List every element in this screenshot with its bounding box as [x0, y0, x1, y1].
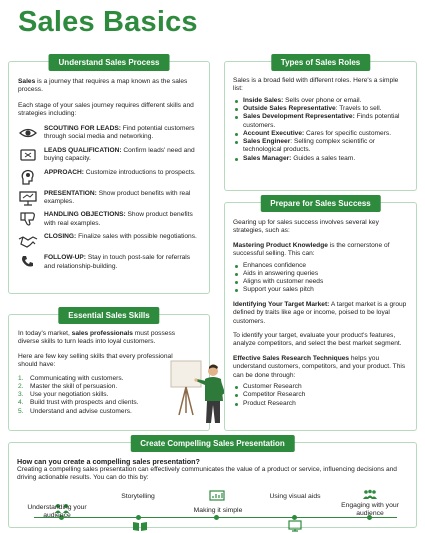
list-item: Competitor Research — [233, 391, 410, 399]
skills-intro2: Here are few key selling skills that every professional should have: — [18, 352, 173, 369]
timeline-item: Using visual aids — [269, 493, 321, 500]
visual-aids-icon — [287, 520, 303, 532]
list-item: Product Research — [233, 400, 410, 408]
list-item: Aligns with customer needs — [233, 278, 410, 286]
create-question: How can you create a compelling sales presentation? — [17, 457, 200, 466]
target-market-text: Identifying Your Target Market: A target market is a group defined by traits like age or income, poised to be loyal customers. — [233, 300, 407, 325]
phone-icon — [18, 254, 38, 270]
step-scouting: SCOUTING FOR LEADS: Find potential customers through social media and networking. — [18, 125, 201, 142]
timeline-item: Engaging with your audience — [341, 502, 399, 518]
prepare-success-card — [224, 199, 417, 431]
roles-list — [233, 97, 410, 163]
product-knowledge-text: Mastering Product Knowledge is the cornerstone of successful selling. This can: — [233, 241, 390, 258]
prepare-intro: Gearing up for sales success involves several key strategies, such as: — [233, 219, 379, 235]
list-item: Aids in answering queries — [233, 270, 410, 278]
list-item: 2. Master the skill of persuasion. — [18, 382, 118, 390]
list-item: Enhances confidence — [233, 262, 410, 270]
understand-heading: Understand Sales Process — [49, 54, 170, 71]
step-qualification: LEADS QUALIFICATION: Confirm leads' need and buying capacity. — [18, 147, 201, 164]
list-item: Customer Research — [233, 383, 410, 391]
page-title: Sales Basics — [18, 6, 198, 38]
group-icon — [362, 489, 378, 501]
research-text: Effective Sales Research Techniques helps you understand customers, competitors, and your product. This can be done through: — [233, 354, 406, 379]
head-icon — [18, 169, 38, 185]
essential-skills-card — [8, 311, 210, 431]
list-item: Account Executive: Cares for specific customers. — [233, 130, 410, 138]
timeline-item: Storytelling — [121, 493, 155, 500]
list-item: Sales Engineer: Selling complex scientific or technological products. — [233, 138, 410, 154]
skills-list — [18, 375, 176, 416]
presentation-icon — [18, 190, 38, 206]
list-item: Sales Manager: Guides a sales team. — [233, 155, 410, 163]
create-text: Creating a compelling sales presentation can effectively communicates the value of a product or service, influencing decisions and driving actionable results. You can do this by: — [17, 466, 397, 482]
list-item: Support your sales pitch — [233, 286, 410, 294]
step-objections: HANDLING OBJECTIONS: Show product benefits with real examples. — [18, 211, 201, 228]
presenter-illustration — [169, 355, 231, 427]
skills-intro: In today's market, sales professionals must possess diverse skills to turn leads into loyal customers. — [18, 330, 176, 346]
ticket-icon — [18, 147, 38, 163]
step-approach: APPROACH: Customize introductions to prospects. — [18, 169, 201, 185]
list-item: Outside Sales Representative: Travels to sell. — [233, 105, 410, 113]
list-item: 1. Communicating with customers. — [18, 374, 124, 382]
timeline-item: Making it simple — [193, 507, 243, 514]
skills-heading: Essential Sales Skills — [58, 307, 159, 324]
simple-chart-icon — [209, 490, 225, 502]
understand-intro: Sales is a journey that requires a map known as the sales process. — [18, 78, 188, 94]
list-item: 3. Use your negotiation skills. — [18, 391, 109, 399]
presentation-timeline — [0, 493, 425, 533]
sales-roles-card — [224, 58, 417, 191]
research-list — [233, 383, 410, 408]
step-presentation: PRESENTATION: Show product benefits with real examples. — [18, 190, 201, 207]
list-item: 4. Build trust with prospects and clients. — [18, 399, 139, 407]
target-market-text2: To identify your target, evaluate your product's features, analyze competitors, and select the best market segment. — [233, 332, 402, 348]
roles-intro: Sales is a broad field with different roles. Here's a simple list: — [233, 77, 399, 93]
thumbs-down-icon — [18, 211, 38, 227]
product-knowledge-list — [233, 262, 410, 295]
timeline-item: Understanding your audience — [27, 504, 87, 520]
list-item: 5. Understand and advise customers. — [18, 407, 132, 415]
prepare-heading: Prepare for Sales Success — [260, 195, 381, 212]
create-heading: Create Compelling Sales Presentation — [130, 435, 295, 452]
handshake-icon — [18, 233, 38, 249]
roles-heading: Types of Sales Roles — [271, 54, 370, 71]
list-item: Inside Sales: Sells over phone or email. — [233, 97, 410, 105]
book-icon — [132, 520, 148, 532]
understand-sales-process-card — [8, 58, 210, 294]
list-item: Sales Development Representative: Finds potential customers. — [233, 113, 410, 129]
step-follow-up: FOLLOW-UP: Stay in touch post-sale for referrals and relationship-building. — [18, 254, 201, 271]
understand-intro2: Each stage of your sales journey requires different skills and strategies including: — [18, 101, 194, 118]
eye-icon — [18, 125, 38, 141]
step-closing: CLOSING: Finalize sales with possible negotiations. — [18, 233, 201, 249]
timeline-dot — [214, 515, 219, 520]
